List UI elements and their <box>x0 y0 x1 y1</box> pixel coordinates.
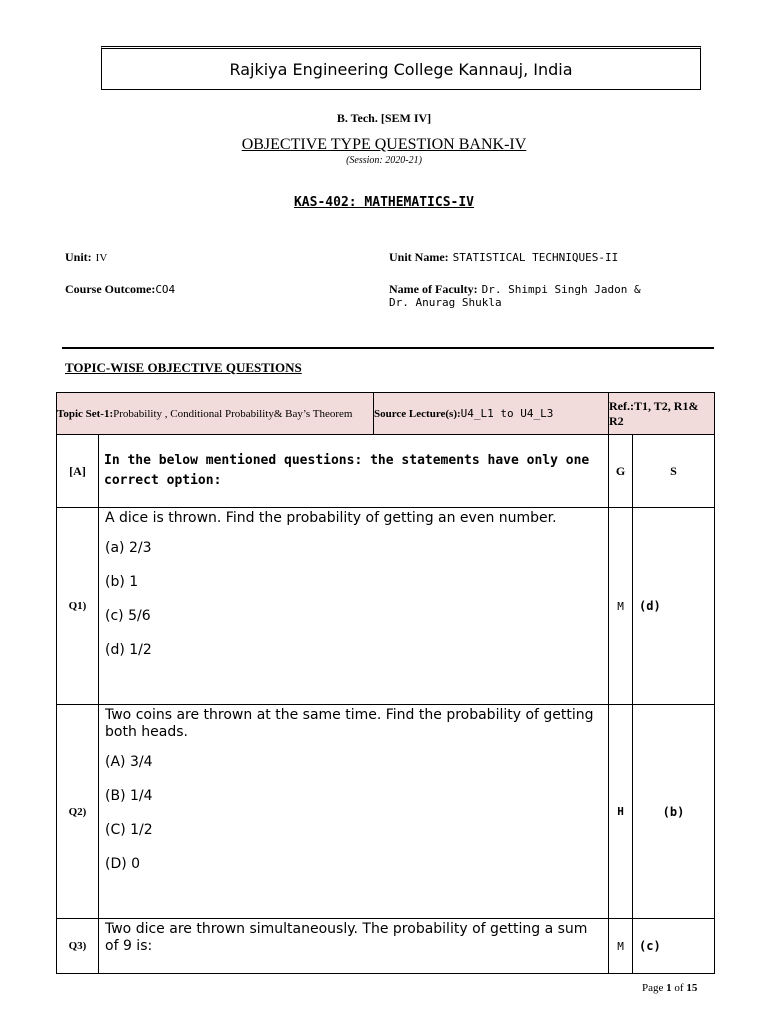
unit-value: IV <box>95 252 108 264</box>
question-stem: Two dice are thrown simultaneously. The probability of getting a sum of 9 is: <box>105 921 588 954</box>
difficulty-grade: M <box>609 919 633 974</box>
option-d: (D) 0 <box>105 856 141 872</box>
ref-value: T1, T2, R1& R2 <box>609 398 699 428</box>
source-label: Source Lecture(s): <box>374 408 461 420</box>
option-d: (d) 1/2 <box>105 642 152 658</box>
section-divider <box>62 347 714 349</box>
question-body <box>99 919 609 974</box>
source-value: U4_L1 to U4_L3 <box>460 407 554 420</box>
college-name: Rajkiya Engineering College Kannauj, India <box>229 59 573 79</box>
question-stem: A dice is thrown. Find the probability of getting an even number. <box>105 510 557 526</box>
option-c: (C) 1/2 <box>105 822 153 838</box>
ref-label: Ref.: <box>609 398 634 413</box>
unit-name-value: STATISTICAL TECHNIQUES-II <box>452 251 619 264</box>
page-of: of <box>674 982 684 994</box>
difficulty-grade: H <box>609 705 633 919</box>
page-total: 15 <box>686 982 698 994</box>
topic-row <box>57 393 715 435</box>
unit-name-label: Unit Name: <box>389 250 449 264</box>
bank-title: OBJECTIVE TYPE QUESTION BANK-IV <box>241 136 527 153</box>
page-indicator <box>642 982 697 994</box>
topic-set-cell <box>57 393 374 435</box>
course-title: KAS-402: MATHEMATICS-IV <box>293 195 474 210</box>
option-b: (b) 1 <box>105 574 139 590</box>
outcome-label: Course Outcome: <box>65 282 156 296</box>
answer-key: (c) <box>633 919 715 974</box>
unit-name-field <box>389 248 618 266</box>
question-label: Q3) <box>57 919 99 974</box>
program-line: B. Tech. [SEM IV] <box>336 111 432 125</box>
college-title-box <box>101 46 701 90</box>
grade-header: G <box>609 435 633 508</box>
instruction-label: [A] <box>57 435 99 508</box>
option-b: (B) 1/4 <box>105 788 153 804</box>
outcome-field <box>65 280 175 298</box>
faculty-label: Name of Faculty: <box>389 282 478 296</box>
question-stem: Two coins are thrown at the same time. Find the probability of getting both heads. <box>105 707 594 740</box>
topic-set-label: Topic Set-1: <box>57 407 114 420</box>
answer-key: (d) <box>633 508 715 705</box>
question-body <box>99 508 609 705</box>
solution-header: S <box>633 435 715 508</box>
topic-set-value: Probability , Conditional Probability& Bay’s Theorem <box>113 407 353 420</box>
difficulty-grade: M <box>609 508 633 705</box>
question-label: Q2) <box>57 705 99 919</box>
source-lecture-cell <box>374 393 609 435</box>
session-line: (Session: 2020-21) <box>346 155 422 166</box>
faculty-value-1: Dr. Shimpi Singh Jadon & <box>481 283 641 296</box>
question-row <box>57 705 715 919</box>
option-a: (a) 2/3 <box>105 540 152 556</box>
instruction-text: In the below mentioned questions: the statements have only one correct option: <box>99 435 609 508</box>
reference-cell <box>609 393 715 435</box>
question-row <box>57 919 715 974</box>
unit-field <box>65 248 107 266</box>
section-title: TOPIC-WISE OBJECTIVE QUESTIONS <box>65 360 302 375</box>
option-a: (A) 3/4 <box>105 754 153 770</box>
question-label: Q1) <box>57 508 99 705</box>
unit-label: Unit: <box>65 250 92 264</box>
option-c: (c) 5/6 <box>105 608 151 624</box>
outcome-value: CO4 <box>155 283 176 296</box>
question-table <box>56 392 715 974</box>
page-current: 1 <box>666 982 672 994</box>
question-row <box>57 508 715 705</box>
instruction-row <box>57 435 715 508</box>
faculty-value-2: Dr. Anurag Shukla <box>389 296 502 309</box>
answer-key: (b) <box>633 705 715 919</box>
question-body <box>99 705 609 919</box>
page-word: Page <box>642 982 664 994</box>
